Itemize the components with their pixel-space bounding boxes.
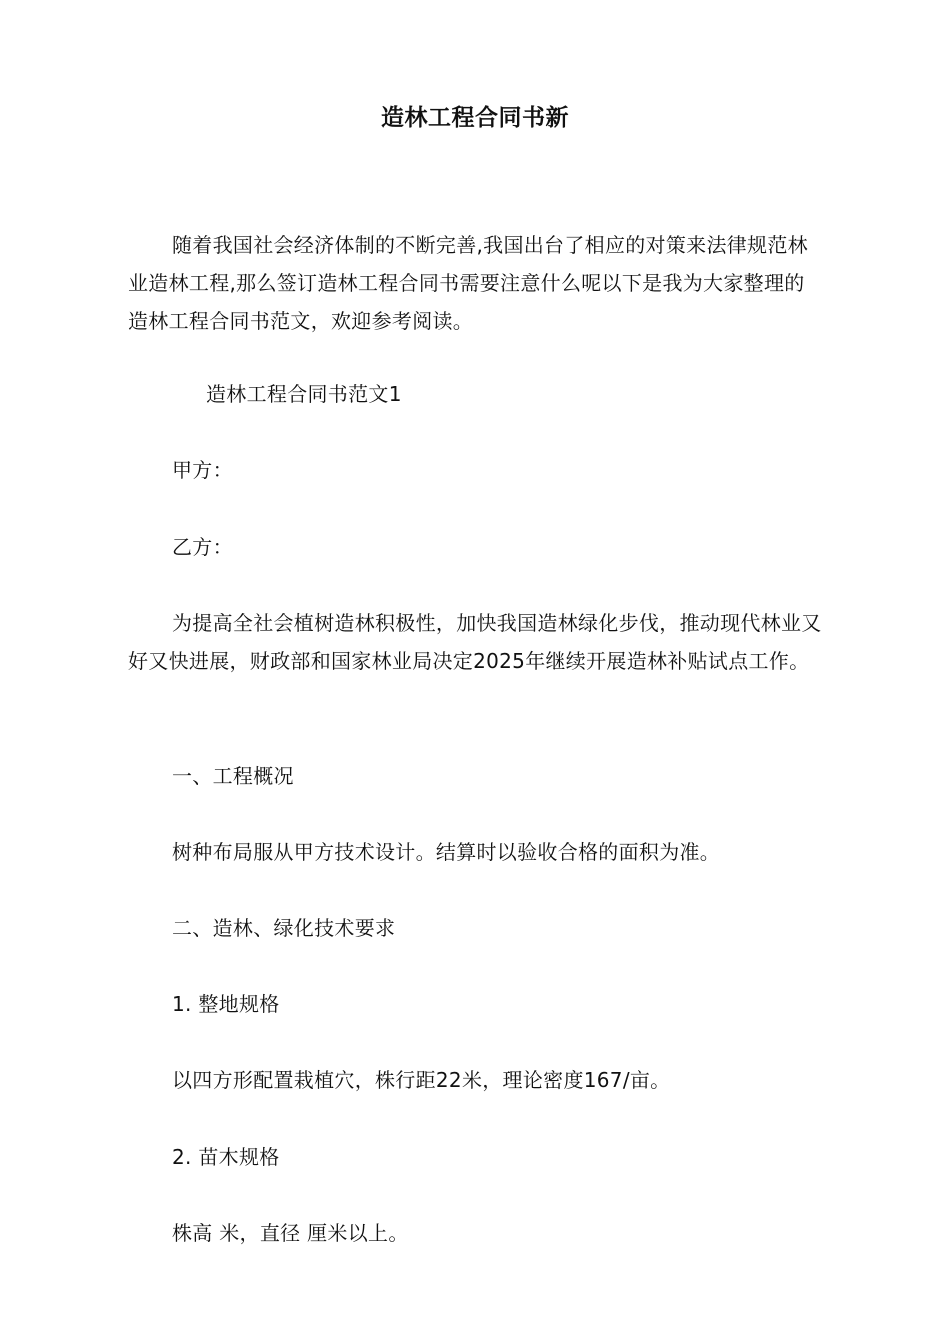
section1-text: 树种布局服从甲方技术设计。结算时以验收合格的面积为准。 [172, 840, 721, 864]
item1-heading: 1. 整地规格 [172, 992, 280, 1016]
section2-heading: 二、造林、绿化技术要求 [172, 916, 396, 940]
document-title: 造林工程合同书新 [381, 105, 569, 131]
purpose-paragraph: 为提高全社会植树造林积极性，加快我国造林绿化步伐，推动现代林业又好又快进展，财政部和国家林业局决定2025年继续开展造林补贴试点工作。 [128, 611, 822, 673]
intro-paragraph: 随着我国社会经济体制的不断完善,我国出台了相应的对策来法律规范林业造林工程,那么签订造林工程合同书需要注意什么呢以下是我为大家整理的造林工程合同书范文，欢迎参考阅读。 [128, 233, 808, 333]
party-a-label: 甲方： [172, 458, 233, 482]
item2-text: 株高 米，直径 厘米以上。 [172, 1221, 409, 1245]
item2-heading: 2. 苗木规格 [172, 1145, 280, 1169]
item1-text: 以四方形配置栽植穴，株行距22米，理论密度167/亩。 [172, 1068, 671, 1092]
section1-heading: 一、工程概况 [172, 764, 294, 788]
sample-heading: 造林工程合同书范文1 [206, 382, 402, 406]
party-b-label: 乙方： [172, 535, 233, 559]
